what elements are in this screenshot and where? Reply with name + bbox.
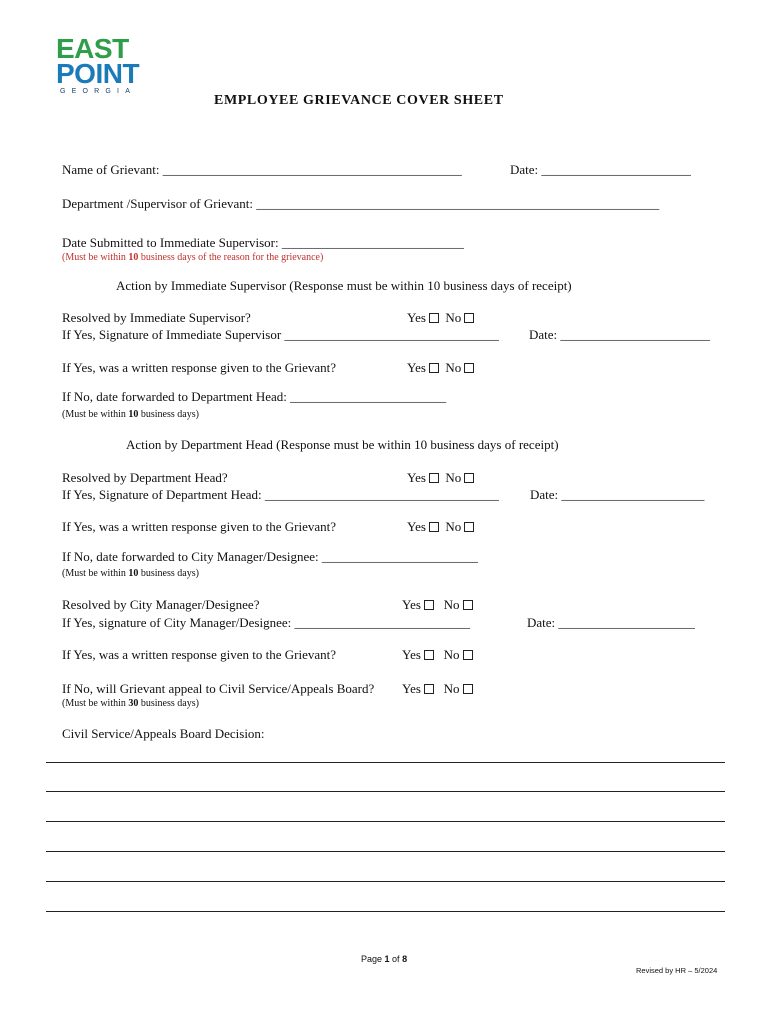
supervisor-resolved-label: Resolved by Immediate Supervisor? (62, 310, 251, 325)
forwarded-to-dept-head-field[interactable]: If No, date forwarded to Department Head: ________________________ (62, 389, 447, 404)
department-supervisor-field[interactable]: Department /Supervisor of Grievant: ______________________________________________________________ (62, 196, 660, 211)
yes-checkbox[interactable] (424, 650, 434, 660)
appeal-note: (Must be within 30 business days) (62, 698, 199, 709)
board-decision-label: Civil Service/Appeals Board Decision: (62, 726, 265, 741)
no-checkbox[interactable] (464, 522, 474, 532)
dept-resolved-options: Yes No (407, 470, 474, 486)
east-point-logo (56, 33, 151, 98)
supervisor-written-response-label: If Yes, was a written response given to the Grievant? (62, 360, 337, 375)
city-manager-date-field[interactable]: Date: _____________________ (527, 615, 695, 630)
no-checkbox[interactable] (463, 600, 473, 610)
date-submitted-field[interactable]: Date Submitted to Immediate Supervisor: ____________________________ (62, 235, 464, 250)
logo-georgia: GEORGIA (60, 88, 137, 95)
no-checkbox[interactable] (463, 650, 473, 660)
logo-east: EAST (56, 33, 129, 64)
dept-date-field[interactable]: Date: ______________________ (530, 487, 705, 502)
yes-checkbox[interactable] (429, 363, 439, 373)
supervisor-resolved-options: Yes No (407, 310, 474, 326)
yes-checkbox[interactable] (429, 313, 439, 323)
no-checkbox[interactable] (464, 313, 474, 323)
forwarded-to-city-manager-field[interactable]: If No, date forwarded to City Manager/Designee: ________________________ (62, 549, 478, 564)
decision-line[interactable] (46, 881, 725, 882)
dept-written-response-label: If Yes, was a written response given to the Grievant? (62, 519, 337, 534)
grievant-date-field[interactable]: Date: _______________________ (510, 162, 691, 177)
decision-line[interactable] (46, 851, 725, 852)
appeal-options: Yes No (402, 681, 473, 697)
dept-written-response-options: Yes No (407, 519, 474, 535)
decision-line[interactable] (46, 762, 725, 763)
yes-checkbox[interactable] (424, 600, 434, 610)
dept-signature-field[interactable]: If Yes, Signature of Department Head: ____________________________________ (62, 487, 499, 502)
supervisor-written-response-options: Yes No (407, 360, 474, 376)
decision-line[interactable] (46, 911, 725, 912)
page-number: Page 1 of 8 (361, 954, 408, 964)
supervisor-section-heading: Action by Immediate Supervisor (Response must be within 10 business days of receipt) (116, 278, 572, 293)
dept-resolved-label: Resolved by Department Head? (62, 470, 228, 485)
date-submitted-note: (Must be within 10 business days of the reason for the grievance) (62, 252, 324, 263)
city-manager-signature-field[interactable]: If Yes, signature of City Manager/Designee: ___________________________ (62, 615, 471, 630)
supervisor-signature-field[interactable]: If Yes, Signature of Immediate Supervisor _________________________________ (62, 327, 499, 342)
yes-checkbox[interactable] (424, 684, 434, 694)
decision-line[interactable] (46, 821, 725, 822)
department-section-heading: Action by Department Head (Response must be within 10 business days of receipt) (126, 437, 559, 452)
yes-checkbox[interactable] (429, 522, 439, 532)
forwarded-to-city-manager-note: (Must be within 10 business days) (62, 568, 199, 579)
no-checkbox[interactable] (464, 473, 474, 483)
supervisor-date-field[interactable]: Date: _______________________ (529, 327, 710, 342)
city-manager-resolved-options: Yes No (402, 597, 473, 613)
appeal-label: If No, will Grievant appeal to Civil Service/Appeals Board? (62, 681, 375, 696)
yes-checkbox[interactable] (429, 473, 439, 483)
grievant-name-field[interactable]: Name of Grievant: ______________________________________________ (62, 162, 462, 177)
no-checkbox[interactable] (463, 684, 473, 694)
forwarded-to-dept-head-note: (Must be within 10 business days) (62, 409, 199, 420)
decision-line[interactable] (46, 791, 725, 792)
logo-point: POINT (56, 58, 140, 89)
no-checkbox[interactable] (464, 363, 474, 373)
city-manager-written-response-options: Yes No (402, 647, 473, 663)
city-manager-written-response-label: If Yes, was a written response given to the Grievant? (62, 647, 337, 662)
city-manager-resolved-label: Resolved by City Manager/Designee? (62, 597, 260, 612)
revision-note: Revised by HR – 5/2024 (636, 966, 718, 975)
page-title: EMPLOYEE GRIEVANCE COVER SHEET (214, 93, 504, 108)
